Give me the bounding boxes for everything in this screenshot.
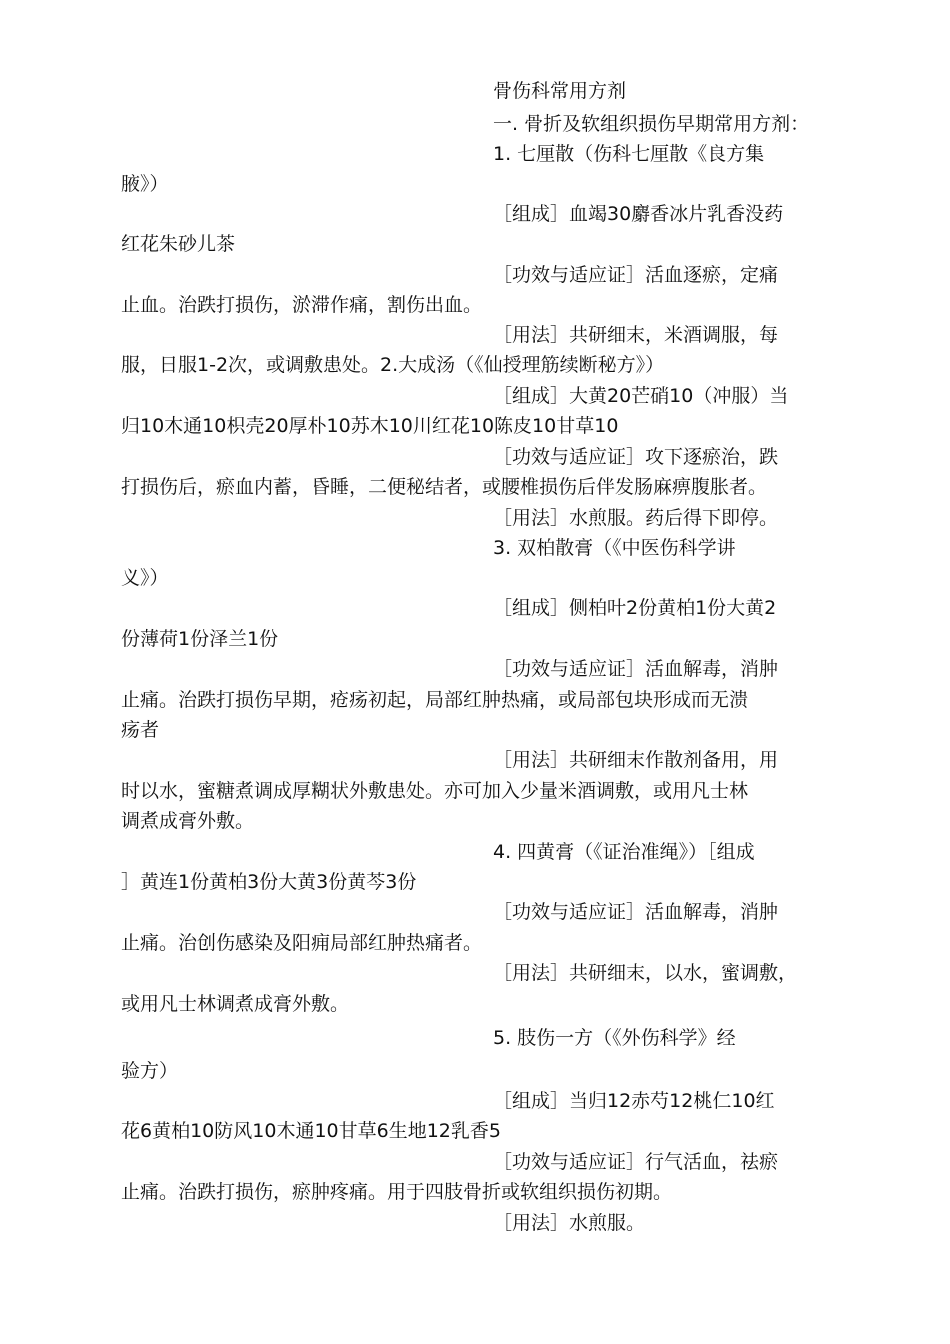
text-line: 时以水，蜜糖煮调成厚糊状外敷患处。亦可加入少量米酒调敷，或用凡士林 bbox=[121, 780, 749, 802]
text-line: ［用法］水煎服。 bbox=[493, 1212, 646, 1234]
text-line: 归10木通10枳壳20厚朴10苏木10川红花10陈皮10甘草10 bbox=[121, 415, 619, 437]
text-line: 5. 肢伤一方（《外伤科学》经 bbox=[493, 1027, 736, 1049]
text-line: 4. 四黄膏（《证治准绳》）［组成 bbox=[493, 841, 755, 863]
text-line: ［组成］侧柏叶2份黄柏1份大黄2 bbox=[493, 597, 777, 619]
text-line: ［功效与适应证］活血逐瘀，定痛 bbox=[493, 264, 779, 286]
text-line: 腋》） bbox=[121, 173, 169, 195]
text-line: ］黄连1份黄柏3份大黄3份黄芩3份 bbox=[121, 871, 417, 893]
text-line: ［组成］大黄20芒硝10（冲服）当 bbox=[493, 385, 789, 407]
text-line: ［用法］共研细末，米酒调服，每 bbox=[493, 324, 779, 346]
document-title: 骨伤科常用方剂 bbox=[493, 80, 627, 102]
text-line: 打损伤后，瘀血内蓄，昏睡，二便秘结者，或腰椎损伤后伴发肠麻痹腹胀者。 bbox=[121, 476, 768, 498]
text-line: 或用凡士林调煮成膏外敷。 bbox=[121, 993, 350, 1015]
text-line: 3. 双柏散膏（《中医伤科学讲 bbox=[493, 537, 736, 559]
text-line: 止痛。治跌打损伤早期，疮疡初起，局部红肿热痛，或局部包块形成而无溃 bbox=[121, 689, 749, 711]
text-line: 止血。治跌打损伤，淤滞作痛，割伤出血。 bbox=[121, 294, 483, 316]
text-line: 止痛。治创伤感染及阳痈局部红肿热痛者。 bbox=[121, 932, 483, 954]
text-line: ［功效与适应证］攻下逐瘀治，跌 bbox=[493, 446, 779, 468]
text-line: 1. 七厘散（伤科七厘散《良方集 bbox=[493, 143, 765, 165]
text-line: 止痛。治跌打损伤，瘀肿疼痛。用于四肢骨折或软组织损伤初期。 bbox=[121, 1181, 673, 1203]
text-line: 验方） bbox=[121, 1060, 179, 1082]
text-line: ［功效与适应证］行气活血，祛瘀 bbox=[493, 1151, 779, 1173]
text-line: ［组成］当归12赤芍12桃仁10红 bbox=[493, 1090, 775, 1112]
text-line: 花6黄柏10防风10木通10甘草6生地12乳香5 bbox=[121, 1120, 501, 1142]
text-line: 服，日服1-2次，或调敷患处。2.大成汤（《仙授理筋续断秘方》） bbox=[121, 354, 665, 376]
text-line: 份薄荷1份泽兰1份 bbox=[121, 628, 279, 650]
text-line: ［用法］共研细末作散剂备用，用 bbox=[493, 749, 779, 771]
text-line: 调煮成膏外敷。 bbox=[121, 810, 255, 832]
text-line: ［组成］血竭30麝香冰片乳香没药 bbox=[493, 203, 784, 225]
text-line: 疡者 bbox=[121, 719, 160, 741]
text-line: ［功效与适应证］活血解毒，消肿 bbox=[493, 658, 779, 680]
text-line: 红花朱砂儿茶 bbox=[121, 233, 236, 255]
text-line: ［用法］共研细末，以水，蜜调敷， bbox=[493, 962, 798, 984]
section-heading: 一. 骨折及软组织损伤早期常用方剂： bbox=[493, 113, 810, 135]
text-line: ［功效与适应证］活血解毒，消肿 bbox=[493, 901, 779, 923]
text-line: ［用法］水煎服。药后得下即停。 bbox=[493, 507, 779, 529]
text-line: 义》） bbox=[121, 567, 169, 589]
